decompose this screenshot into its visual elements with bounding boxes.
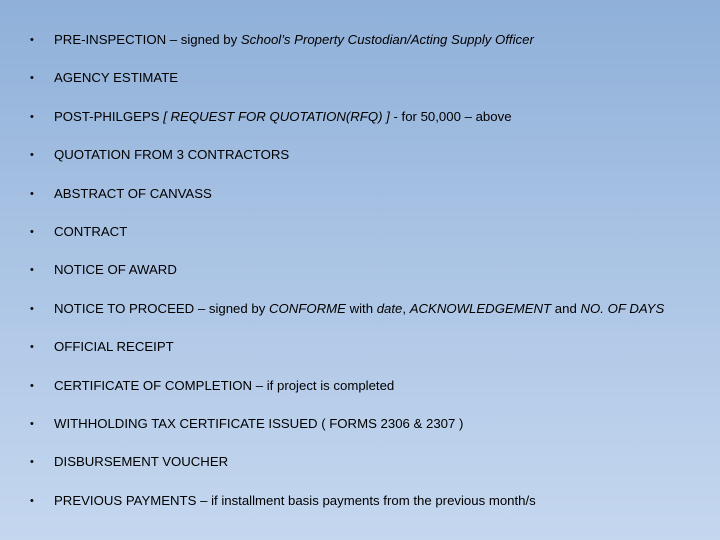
text-segment: NOTICE TO PROCEED – signed by: [54, 300, 269, 316]
list-item-text: [54, 489, 536, 513]
text-segment: with: [345, 300, 377, 316]
list-item-text: [54, 335, 174, 359]
list-item-text: [54, 66, 178, 90]
bullet-icon: •: [30, 379, 34, 392]
emphasis-text: date: [376, 300, 403, 316]
bullet-icon: •: [30, 149, 34, 162]
emphasis-text: NO. OF DAYS: [580, 300, 665, 316]
bullet-icon: •: [30, 417, 34, 430]
list-item: [30, 258, 710, 296]
list-item: [30, 28, 710, 66]
list-item-text: [54, 220, 127, 244]
bullet-icon: •: [30, 187, 34, 200]
text-segment: - for 50,000 – above: [389, 108, 512, 124]
list-item-text: [54, 105, 512, 129]
list-item: [30, 450, 710, 488]
text-segment: ,: [402, 300, 410, 316]
list-item: [30, 182, 710, 220]
bullet-icon: •: [30, 341, 34, 354]
list-item-text: [54, 258, 177, 282]
text-segment: DISBURSEMENT VOUCHER: [54, 454, 229, 470]
list-item: [30, 489, 710, 527]
list-item-text: [54, 143, 289, 167]
bullet-icon: •: [30, 34, 34, 46]
bullet-icon: •: [30, 225, 34, 238]
text-segment: NOTICE OF AWARD: [54, 262, 177, 278]
list-item-text: [54, 412, 463, 436]
text-segment: CERTIFICATE OF COMPLETION – if project is completed: [54, 377, 395, 393]
emphasis-text: CONFORME: [268, 300, 346, 316]
list-item: [30, 335, 710, 373]
emphasis-text: ACKNOWLEDGEMENT: [409, 300, 552, 316]
requirements-list: [30, 28, 710, 527]
text-segment: OFFICIAL RECEIPT: [54, 339, 174, 355]
bullet-icon: •: [30, 302, 34, 315]
list-item: [30, 143, 710, 181]
text-segment: QUOTATION FROM 3 CONTRACTORS: [54, 147, 290, 163]
list-item: [30, 105, 710, 143]
emphasis-text: [ REQUEST FOR QUOTATION(RFQ) ]: [163, 108, 390, 124]
text-segment: PREVIOUS PAYMENTS – if installment basis payments from the previous month/s: [54, 492, 536, 508]
bullet-icon: •: [30, 72, 34, 85]
text-segment: POST-PHILGEPS: [54, 108, 164, 124]
list-item: [30, 220, 710, 258]
list-item: [30, 297, 710, 335]
list-item-text: [54, 297, 664, 321]
text-segment: WITHHOLDING TAX CERTIFICATE ISSUED ( FORMS 2306 & 2307 ): [54, 415, 464, 431]
emphasis-text: School’s Property Custodian/Acting Supply Officer: [240, 32, 534, 47]
text-segment: ABSTRACT OF CANVASS: [54, 185, 212, 201]
list-item: [30, 374, 710, 412]
list-item: [30, 412, 710, 450]
bullet-icon: •: [30, 456, 34, 469]
bullet-icon: •: [30, 264, 34, 277]
bullet-icon: •: [30, 494, 34, 507]
text-segment: CONTRACT: [54, 223, 128, 239]
list-item-text: [54, 450, 228, 474]
list-item: [30, 66, 710, 104]
text-segment: and: [551, 300, 581, 316]
list-item-text: [54, 28, 534, 52]
text-segment: PRE-INSPECTION – signed by: [54, 32, 241, 47]
list-item-text: [54, 374, 394, 398]
bullet-icon: •: [30, 110, 34, 123]
list-item-text: [54, 182, 212, 206]
text-segment: AGENCY ESTIMATE: [54, 70, 179, 86]
